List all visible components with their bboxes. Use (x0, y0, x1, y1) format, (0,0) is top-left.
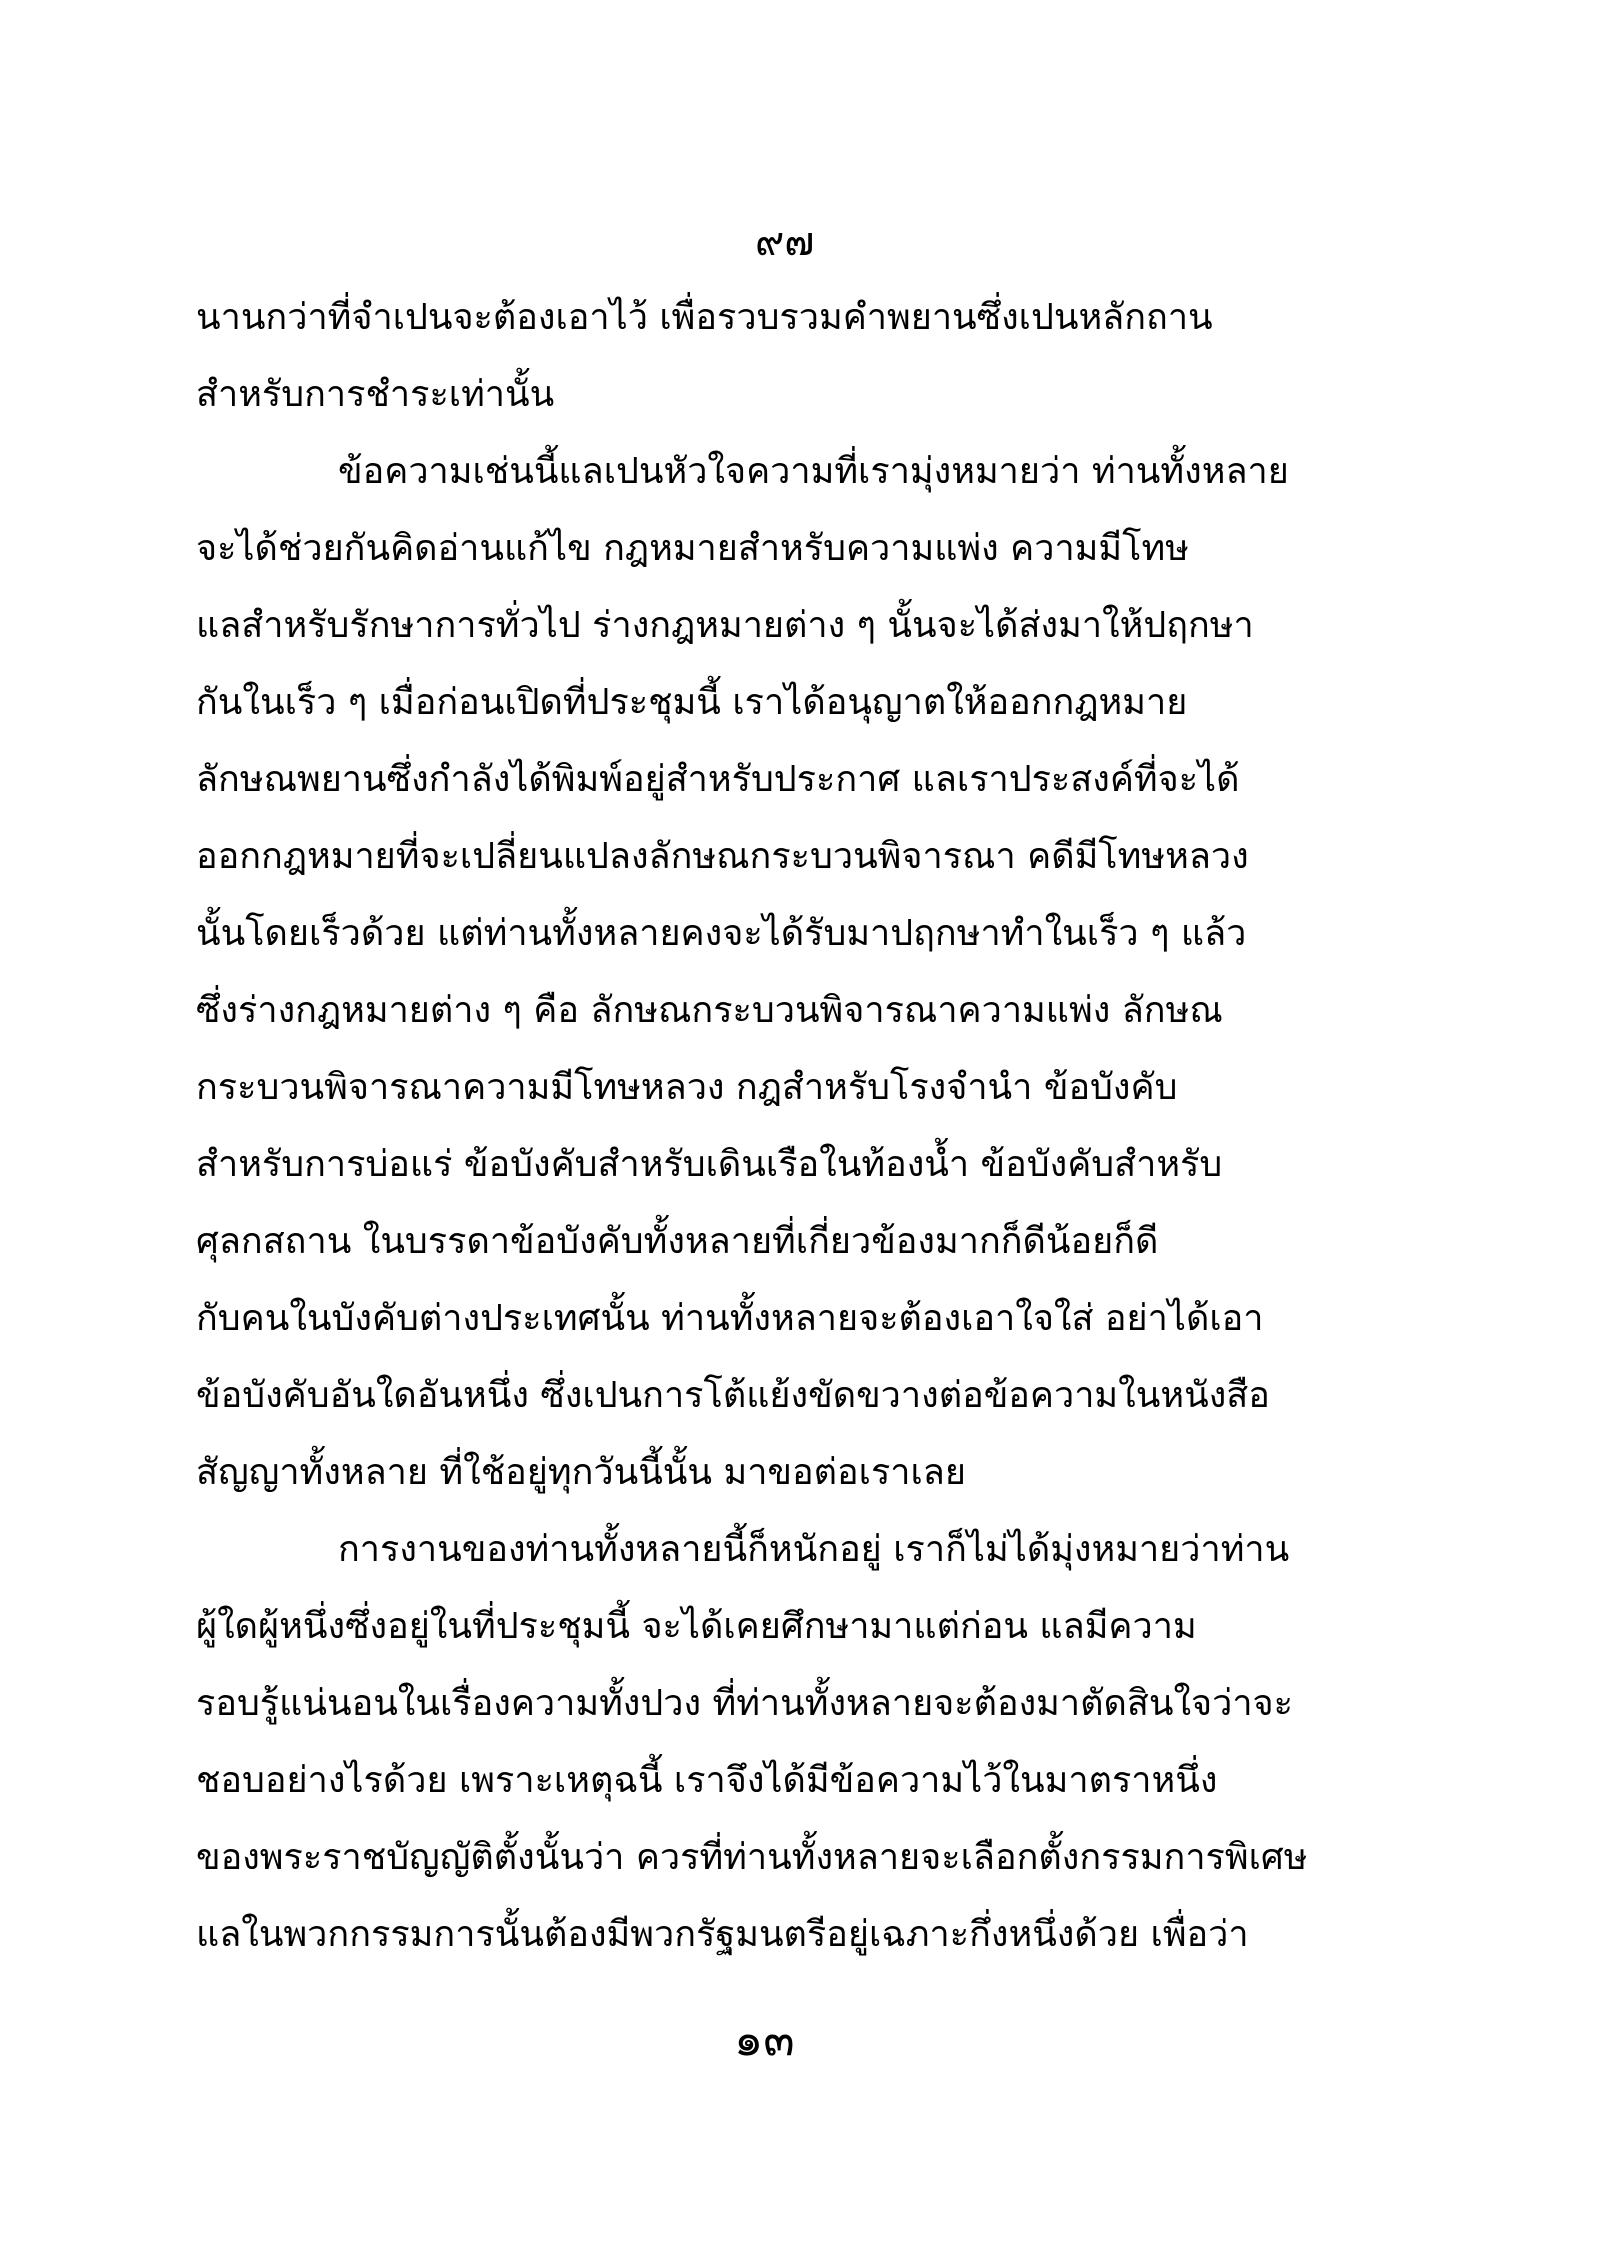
page-number-top: ๙๗ (755, 219, 815, 265)
page-number-bottom: ๑๓ (734, 2012, 795, 2066)
text-line: ผู้ใดผู้หนึ่งซึ่งอยู่ในที่ประชุมนี้ จะได้เคยศึกษามาแต่ก่อน แลมีความ (196, 1606, 1197, 1647)
text-line: ข้อบังคับอันใดอันหนึ่ง ซึ่งเปนการโต้แย้งขัดขวางต่อข้อความในหนังสือ (196, 1375, 1270, 1416)
text-line: ชอบอย่างไรด้วย เพราะเหตุฉนี้ เราจึงได้มีข้อความไว้ในมาตราหนึ่ง (196, 1760, 1218, 1801)
text-line: ข้อความเช่นนี้แลเปนหัวใจความที่เรามุ่งหมายว่า ท่านทั้งหลาย (338, 451, 1289, 492)
text-line: จะได้ช่วยกันคิดอ่านแก้ไข กฎหมายสำหรับความแพ่ง ความมีโทษ (196, 528, 1189, 569)
text-line: สำหรับการชำระเท่านั้น (196, 374, 555, 415)
text-line: การงานของท่านทั้งหลายนี้ก็หนักอยู่ เราก็ไม่ได้มุ่งหมายว่าท่าน (338, 1529, 1290, 1570)
text-line: ซึ่งร่างกฎหมายต่าง ๆ คือ ลักษณกระบวนพิจารณาความแพ่ง ลักษณ (196, 990, 1223, 1031)
text-line: ศุลกสถาน ในบรรดาข้อบังคับทั้งหลายที่เกี่ยวข้องมากก็ดีน้อยก็ดี (196, 1221, 1159, 1262)
text-line: กระบวนพิจารณาความมีโทษหลวง กฎสำหรับโรงจำนำ ข้อบังคับ (196, 1067, 1178, 1108)
text-line: แลในพวกกรรมการนั้นต้องมีพวกรัฐมนตรีอยู่เฉภาะกึ่งหนึ่งด้วย เพื่อว่า (196, 1914, 1249, 1955)
text-line: รอบรู้แน่นอนในเรื่องความทั้งปวง ที่ท่านทั้งหลายจะต้องมาตัดสินใจว่าจะ (196, 1683, 1293, 1724)
text-line: ของพระราชบัญญัติตั้งนั้นว่า ควรที่ท่านทั้งหลายจะเลือกตั้งกรรมการพิเศษ (196, 1837, 1308, 1878)
text-line: สัญญาทั้งหลาย ที่ใช้อยู่ทุกวันนี้นั้น มาขอต่อเราเลย (196, 1452, 966, 1493)
text-line: กับคนในบังคับต่างประเทศนั้น ท่านทั้งหลายจะต้องเอาใจใส่ อย่าได้เอา (196, 1298, 1264, 1339)
text-line: ออกกฎหมายที่จะเปลี่ยนแปลงลักษณกระบวนพิจารณา คดีมีโทษหลวง (196, 836, 1249, 877)
text-line: สำหรับการบ่อแร่ ข้อบังคับสำหรับเดินเรือในท้องน้ำ ข้อบังคับสำหรับ (196, 1144, 1223, 1185)
text-line: แลสำหรับรักษาการทั่วไป ร่างกฎหมายต่าง ๆ นั้นจะได้ส่งมาให้ปฤกษา (196, 605, 1254, 646)
text-line: นานกว่าที่จำเปนจะต้องเอาไว้ เพื่อรวบรวมคำพยานซึ่งเปนหลักถาน (196, 297, 1213, 338)
text-line: ลักษณพยานซึ่งกำลังได้พิมพ์อยู่สำหรับประกาศ แลเราประสงค์ที่จะได้ (196, 759, 1240, 800)
text-line: นั้นโดยเร็วด้วย แต่ท่านทั้งหลายคงจะได้รับมาปฤกษาทำในเร็ว ๆ แล้ว (196, 913, 1247, 954)
text-line: กันในเร็ว ๆ เมื่อก่อนเปิดที่ประชุมนี้ เราได้อนุญาตให้ออกกฎหมาย (196, 682, 1188, 723)
